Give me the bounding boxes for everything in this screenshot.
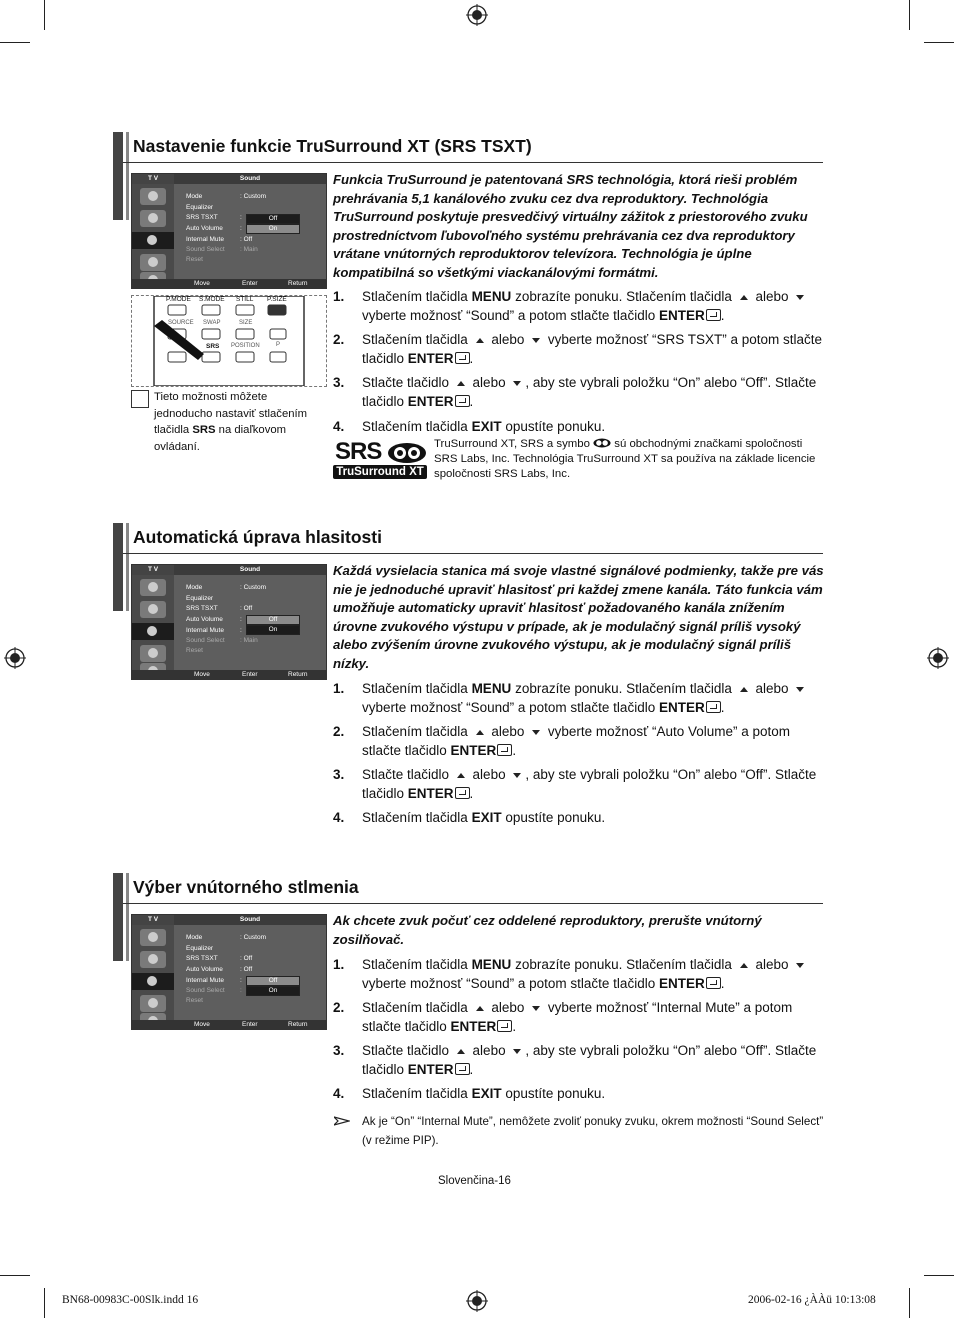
up-arrow-icon: [740, 295, 748, 300]
remote-label: SIZE: [239, 320, 253, 326]
up-arrow-icon: [457, 773, 465, 778]
up-arrow-icon: [476, 730, 484, 735]
file-info: BN68-00983C-00Slk.indd 16: [62, 1294, 199, 1306]
picture-icon: [140, 188, 166, 205]
section-marker: [113, 132, 126, 220]
up-arrow-icon: [740, 963, 748, 968]
enter-icon: [455, 395, 470, 407]
registration-mark-icon: [466, 1290, 488, 1312]
timestamp: 2006-02-16 ¿ÀÀü 10:13:08: [748, 1294, 876, 1306]
down-arrow-icon: [513, 1049, 521, 1054]
registration-mark-icon: [927, 647, 949, 669]
up-arrow-icon: [457, 381, 465, 386]
step: 4. Stlačením tlačidla EXIT opustíte ponuku.: [333, 810, 606, 825]
down-arrow-icon: [796, 295, 804, 300]
step: 3. Stlačte tlačidlo alebo , aby ste vybrali položku “On” alebo “Off”. Stlačte tlačidlo ENTER .: [333, 1043, 817, 1077]
remote-label: P.MODE: [166, 296, 191, 303]
section-rule: [123, 903, 823, 904]
enter-icon: [706, 701, 721, 713]
menu-screenshot: T V Sound Mode : Custom Equalizer SRS TSXT : Auto Volume : Internal Mute : Off Sound Select : Main Reset Off On Move Enter Return: [131, 173, 327, 289]
picture-icon: [140, 929, 166, 946]
section-rule: [123, 553, 823, 554]
page-number: Slovenčina-16: [438, 1175, 511, 1187]
section-title: Nastavenie funkcie TruSurround XT (SRS TSXT): [133, 136, 532, 156]
section-marker: [113, 523, 126, 611]
remote-label: P.SIZE: [267, 296, 287, 303]
enter-icon: [455, 1063, 470, 1075]
menu-option-off: Off: [246, 615, 300, 625]
section-intro: Ak chcete zvuk počuť cez oddelené reproduktory, prerušte vnútorný zosilňovač.: [333, 913, 762, 947]
remote-control-illustration: [131, 295, 327, 387]
picture-icon: [140, 579, 166, 596]
up-arrow-icon: [457, 1049, 465, 1054]
up-arrow-icon: [740, 687, 748, 692]
step: 2. Stlačením tlačidla alebo vyberte možnosť “Auto Volume” a potom stlačte tlačidlo ENTER .: [333, 724, 791, 758]
down-arrow-icon: [532, 730, 540, 735]
channel-icon: [140, 995, 166, 1012]
menu-option-on: On: [246, 986, 300, 996]
menu-option-on: On: [246, 224, 300, 234]
registration-mark-icon: [4, 647, 26, 669]
step: 3. Stlačte tlačidlo alebo , aby ste vybrali položku “On” alebo “Off”. Stlačte tlačidlo ENTER .: [333, 767, 817, 801]
step: 4. Stlačením tlačidla EXIT opustíte ponuku.: [333, 1086, 606, 1101]
sound-icon: [132, 973, 174, 990]
menu-option-off: Off: [246, 214, 300, 224]
step: 2. Stlačením tlačidla alebo vyberte možnosť “SRS TSXT” a potom stlačte tlačidlo ENTER .: [333, 332, 823, 366]
sound-icon: [132, 623, 174, 640]
up-arrow-icon: [476, 1006, 484, 1011]
srs-logo-text: SRS: [335, 438, 382, 465]
section-title: Výber vnútorného stlmenia: [133, 877, 359, 897]
remote-label: P: [276, 342, 281, 348]
remote-label: POSITION: [231, 343, 260, 349]
up-arrow-icon: [476, 338, 484, 343]
srs-symbol-icon: [387, 442, 427, 464]
enter-icon: [706, 977, 721, 989]
tip-arrow-icon: [334, 1116, 350, 1126]
enter-icon: [706, 309, 721, 321]
channel-icon: [140, 254, 166, 271]
trademark-text: TruSurround XT, SRS a symbo sú obchodnými značkami spoločnosti SRS Labs, Inc. Technológia TruSurround XT sa používa na základe licencie spoločnosti SRS Labs, Inc.: [434, 438, 816, 481]
down-arrow-icon: [532, 338, 540, 343]
srs-trusurround-logo: [333, 440, 427, 480]
photo-icon: [140, 951, 166, 968]
section-intro: Každá vysielacia stanica má svoje vlastné signálové podmienky, takže pre vás nie je jednoduché upraviť hlasitosť pri každej zmene kanála. Táto funkcia vám umožňuje automaticky upraviť hlasitosť požadovaného kanála znížením úrovne zvukového výstupu v prípade, ak je modulačný signál príliš vysoký alebo zvýšením úrovne zvukového výstupu, ak je modulačný signál príliš nízky.: [333, 563, 824, 671]
photo-icon: [140, 601, 166, 618]
menu-tv-label: T V: [132, 174, 174, 184]
step: 3. Stlačte tlačidlo alebo , aby ste vybrali položku “On” alebo “Off”. Stlačte tlačidlo ENTER .: [333, 375, 817, 409]
registration-mark-icon: [466, 4, 488, 26]
menu-option-off: Off: [246, 976, 300, 986]
step: 1. Stlačením tlačidla MENU zobrazíte ponuku. Stlačením tlačidla alebo vyberte možnosť “Sound” a potom stlačte tlačidlo ENTER .: [333, 680, 825, 720]
remote-label: STILL: [236, 296, 254, 303]
menu-screenshot: T V Sound Mode : Custom Equalizer SRS TSXT : Off Auto Volume : Internal Mute : Sound Select : Main Reset Off On Move Enter Return: [131, 564, 327, 680]
enter-icon: [497, 1020, 512, 1032]
channel-icon: [140, 645, 166, 662]
section-intro: Funkcia TruSurround je patentovaná SRS technológia, ktorá rieši problém prehrávania 5,1 kanálového zvuku cez dva reproduktory. Technológia TruSurround poskytuje presvedčivý virtuálny zážitok z priestorového zvuku prostredníctvom ľubovoľného systému prehrávania cez dva reproduktory vrátane vnútorných reproduktorov televízora. Technológia je úplne kompatibilná so všetkými viackanálovými formátmi.: [333, 172, 808, 280]
section-title: Automatická úprava hlasitosti: [133, 527, 382, 547]
sound-icon: [132, 232, 174, 249]
down-arrow-icon: [532, 1006, 540, 1011]
step: 1. Stlačením tlačidla MENU zobrazíte ponuku. Stlačením tlačidla alebo vyberte možnosť “Sound” a potom stlačte tlačidlo ENTER .: [333, 956, 825, 996]
step: 2. Stlačením tlačidla alebo vyberte možnosť “Internal Mute” a potom stlačte tlačidlo ENTER .: [333, 1000, 793, 1034]
menu-option-on: On: [246, 625, 300, 635]
menu-header: Sound: [174, 915, 326, 925]
remote-label: SOURCE: [168, 320, 194, 326]
remote-label: S.MODE: [199, 296, 225, 303]
note-text: Tieto možnosti môžete jednoducho nastaviť stlačením tlačidla SRS na diaľkovom ovládaní.: [154, 391, 308, 453]
down-arrow-icon: [513, 773, 521, 778]
section-rule: [123, 162, 823, 163]
step: 1. Stlačením tlačidla MENU zobrazíte ponuku. Stlačením tlačidla alebo vyberte možnosť “Sound” a potom stlačte tlačidlo ENTER .: [333, 288, 825, 328]
srs-symbol-icon: [593, 438, 611, 448]
down-arrow-icon: [796, 687, 804, 692]
enter-icon: [455, 352, 470, 364]
down-arrow-icon: [513, 381, 521, 386]
enter-icon: [455, 787, 470, 799]
remote-label: SRS: [206, 343, 220, 350]
menu-screenshot: T V Sound Mode : Custom Equalizer SRS TSXT : Off Auto Volume : Off Internal Mute : Sound Select : Reset Off On Move Enter Return: [131, 914, 327, 1030]
step: 4. Stlačením tlačidla EXIT opustíte ponuku.: [333, 419, 606, 434]
remote-label: SWAP: [203, 320, 221, 326]
menu-header: Sound: [174, 565, 326, 575]
trusurround-logo-text: TruSurround XT: [333, 465, 427, 479]
enter-icon: [497, 744, 512, 756]
note-icon: [131, 390, 149, 408]
menu-header: Sound: [174, 174, 326, 184]
menu-tv-label: T V: [132, 915, 174, 925]
section-marker: [113, 873, 126, 961]
down-arrow-icon: [796, 963, 804, 968]
photo-icon: [140, 210, 166, 227]
menu-tv-label: T V: [132, 565, 174, 575]
